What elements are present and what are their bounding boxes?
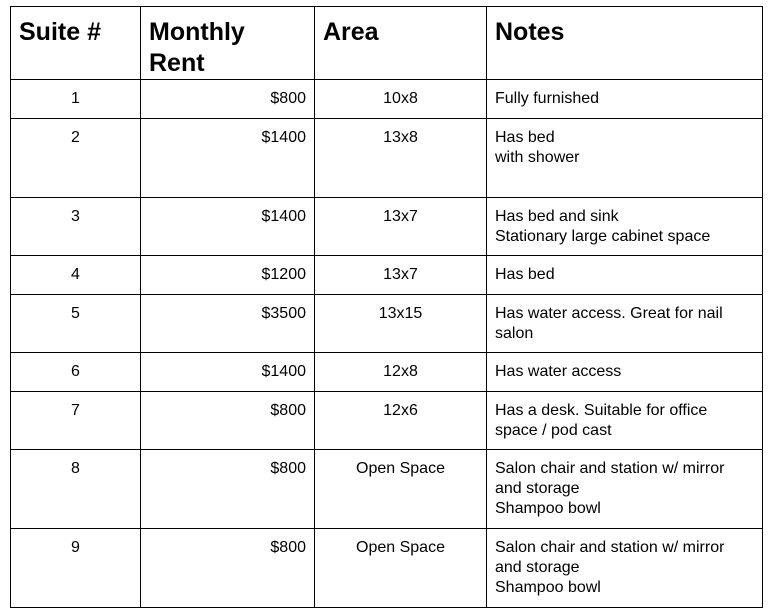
- cell-rent: $1400: [141, 353, 315, 392]
- header-area: Area: [315, 7, 487, 80]
- cell-rent: $1400: [141, 119, 315, 198]
- cell-notes: [487, 529, 763, 608]
- cell-notes: [487, 119, 763, 198]
- cell-notes: [487, 392, 763, 450]
- cell-area: 10x8: [315, 80, 487, 119]
- note-line: Has water access. Great for nail salon: [495, 305, 723, 342]
- cell-notes: [487, 198, 763, 256]
- table-row: [11, 450, 763, 529]
- table-row: [11, 80, 763, 119]
- cell-suite: 9: [11, 529, 141, 608]
- note-line: Has bed: [495, 129, 555, 146]
- cell-suite: 5: [11, 295, 141, 353]
- cell-suite: 8: [11, 450, 141, 529]
- cell-area: 13x7: [315, 256, 487, 295]
- table-row: [11, 119, 763, 198]
- cell-notes: [487, 353, 763, 392]
- note-line: Salon chair and station w/ mirror and storage: [495, 460, 725, 497]
- cell-rent: $800: [141, 529, 315, 608]
- suites-table: [10, 6, 763, 608]
- cell-suite: 4: [11, 256, 141, 295]
- cell-notes: [487, 295, 763, 353]
- cell-suite: 1: [11, 80, 141, 119]
- cell-rent: $1400: [141, 198, 315, 256]
- header-notes: Notes: [487, 7, 763, 80]
- note-line: Fully furnished: [495, 90, 600, 107]
- header-monthly-rent: Monthly Rent: [141, 7, 315, 80]
- cell-rent: $800: [141, 450, 315, 529]
- cell-notes: [487, 256, 763, 295]
- table-row: [11, 198, 763, 256]
- cell-suite: 2: [11, 119, 141, 198]
- cell-area: 13x8: [315, 119, 487, 198]
- cell-area: 12x6: [315, 392, 487, 450]
- note-line: Stationary large cabinet space: [495, 228, 711, 245]
- table-row: [11, 353, 763, 392]
- cell-area: 13x7: [315, 198, 487, 256]
- note-line: Has water access: [495, 363, 622, 380]
- header-suite: Suite #: [11, 7, 141, 80]
- cell-rent: $800: [141, 392, 315, 450]
- cell-area: Open Space: [315, 529, 487, 608]
- table-row: [11, 256, 763, 295]
- cell-notes: [487, 80, 763, 119]
- note-line: Has bed: [495, 266, 555, 283]
- cell-suite: 3: [11, 198, 141, 256]
- cell-area: Open Space: [315, 450, 487, 529]
- note-line: Has bed and sink: [495, 208, 619, 225]
- cell-rent: $3500: [141, 295, 315, 353]
- cell-rent: $800: [141, 80, 315, 119]
- table-header-row: [11, 7, 763, 80]
- cell-suite: 7: [11, 392, 141, 450]
- cell-rent: $1200: [141, 256, 315, 295]
- cell-suite: 6: [11, 353, 141, 392]
- note-line: Salon chair and station w/ mirror and storage: [495, 539, 725, 576]
- table-row: [11, 295, 763, 353]
- table-row: [11, 529, 763, 608]
- table-row: [11, 392, 763, 450]
- cell-area: 13x15: [315, 295, 487, 353]
- note-line: Shampoo bowl: [495, 579, 601, 596]
- cell-area: 12x8: [315, 353, 487, 392]
- note-line: with shower: [495, 149, 580, 166]
- note-line: Has a desk. Suitable for office space / pod cast: [495, 402, 708, 439]
- note-line: Shampoo bowl: [495, 500, 601, 517]
- cell-notes: [487, 450, 763, 529]
